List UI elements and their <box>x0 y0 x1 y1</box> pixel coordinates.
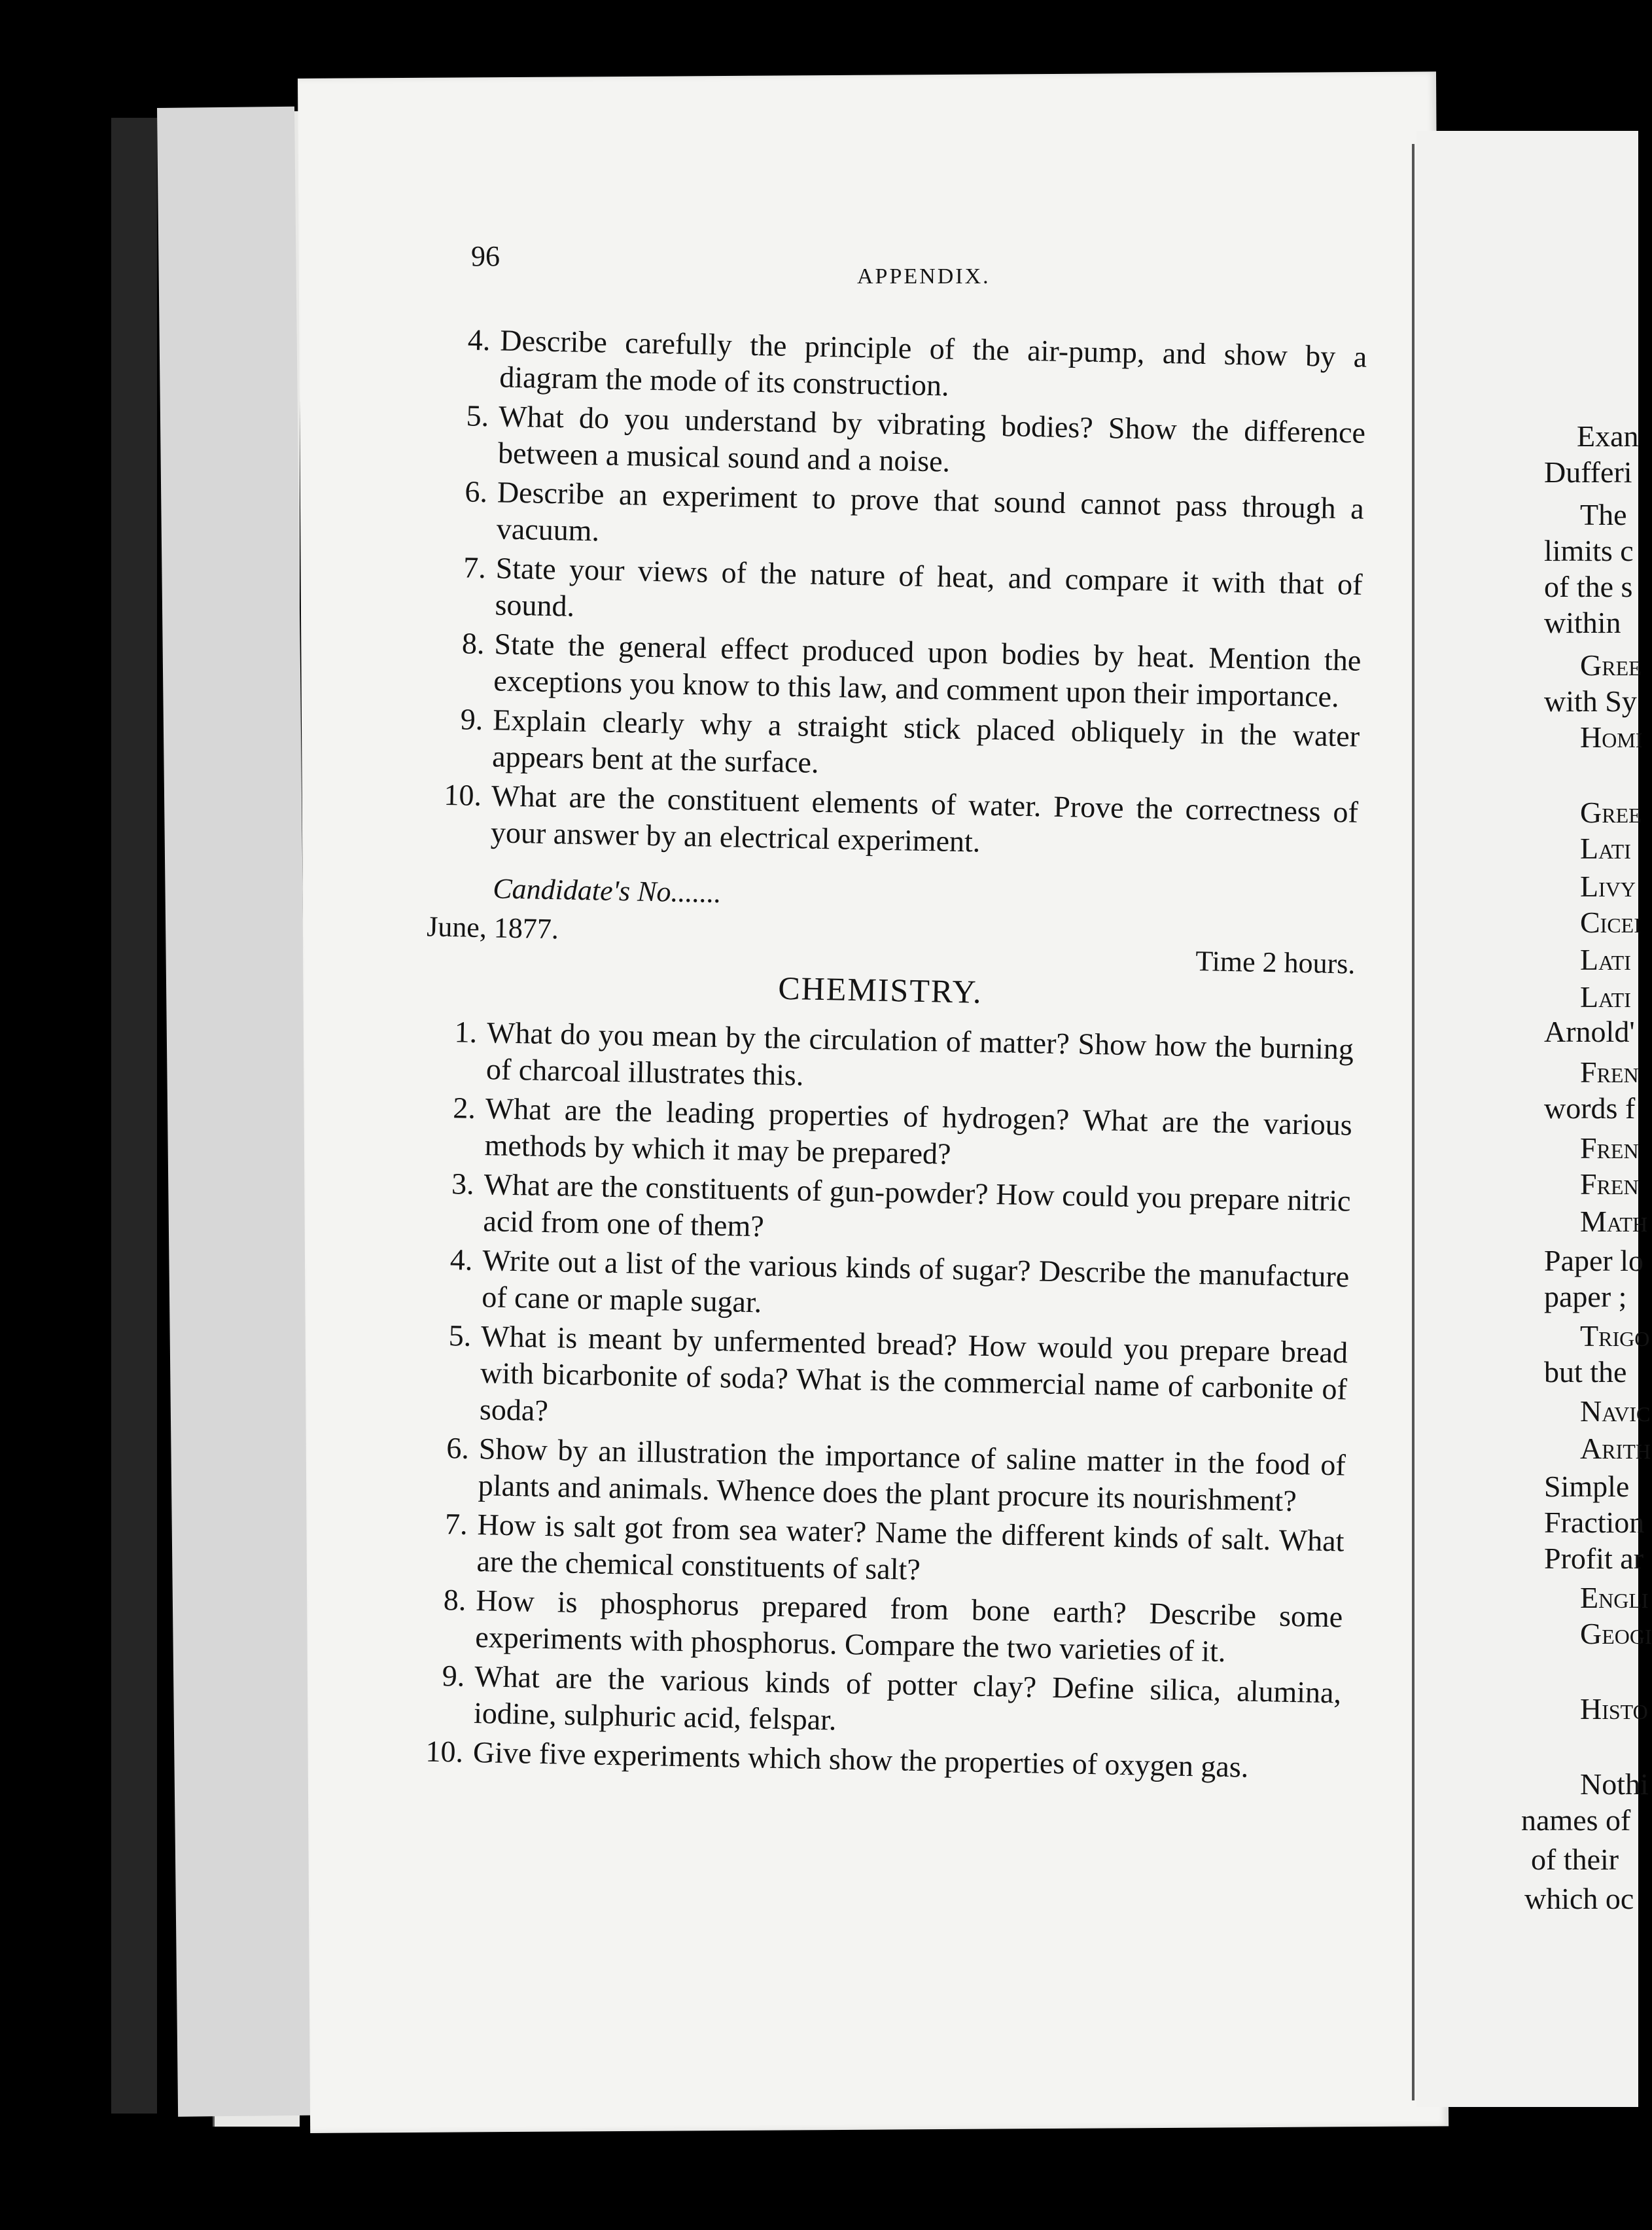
right-page-line: Lati <box>1580 980 1631 1014</box>
question-item <box>402 1089 1352 1180</box>
chemistry-question-list <box>391 1013 1354 1788</box>
question-number: 7. <box>463 550 487 585</box>
time-allowed: Time 2 hours. <box>1195 944 1356 980</box>
right-page-line: Fraction <box>1544 1506 1645 1539</box>
question-text: Show by an illustration the importance of saline matter in the food of plants and animals. Whence does the plant procure its nourishment? <box>478 1432 1346 1518</box>
question-item <box>410 700 1360 792</box>
page-content <box>391 321 1367 1790</box>
question-text: What are the various kinds of potter clay? Define silica, alumina, iodine, sulphuric acid, felspar. <box>473 1659 1342 1737</box>
question-number: 5. <box>466 398 489 433</box>
question-item <box>395 1505 1344 1597</box>
right-page-line: Simple <box>1544 1470 1630 1503</box>
question-item <box>413 548 1363 640</box>
right-page-line: Lati <box>1580 832 1631 865</box>
question-number: 9. <box>442 1659 465 1693</box>
right-page-line: Navic <box>1580 1394 1651 1428</box>
question-text: What do you understand by vibrating bodies? Show the difference between a musical sound and a noise. <box>497 399 1366 478</box>
question-text: How is phosphorus prepared from bone earth? Describe some experiments with phosphorus. Compare the two varieties of it. <box>474 1584 1343 1669</box>
question-text: How is salt got from sea water? Name the different kinds of salt. What are the chemical constituents of salt? <box>476 1508 1344 1587</box>
question-text: Describe carefully the principle of the air-pump, and show by a diagram the mode of its construction. <box>499 323 1367 402</box>
question-number: 8. <box>461 626 485 661</box>
question-text: Give five experiments which show the properties of oxygen gas. <box>472 1735 1249 1784</box>
question-item <box>401 1165 1351 1256</box>
right-page-line: of their <box>1531 1843 1619 1876</box>
question-item <box>414 472 1364 564</box>
question-number: 10. <box>425 1734 464 1769</box>
question-number: 8. <box>443 1583 466 1617</box>
book-binding <box>111 118 157 2114</box>
right-page-line: Exan <box>1577 419 1639 453</box>
right-page-line: Gree <box>1580 796 1642 829</box>
right-page-line: words f <box>1544 1091 1636 1125</box>
right-page-line: Trigo <box>1580 1319 1650 1353</box>
question-text: State the general effect produced upon bodies by heat. Mention the exceptions you know to this law, and comment upon their importance. <box>493 627 1362 714</box>
question-number: 2. <box>452 1091 476 1125</box>
question-number: 5. <box>448 1319 472 1353</box>
question-number: 1. <box>454 1015 478 1049</box>
question-item <box>393 1581 1343 1672</box>
question-number: 6. <box>465 474 488 509</box>
question-item <box>416 397 1366 488</box>
question-text: Write out a list of the various kinds of sugar? Describe the manufacture of cane or maple sugar. <box>481 1243 1350 1319</box>
question-number: 4. <box>449 1243 473 1277</box>
right-page-line: Math <box>1580 1205 1648 1238</box>
right-page-line: within <box>1544 606 1621 639</box>
question-number: 6. <box>446 1431 470 1465</box>
question-number: 9. <box>460 702 483 736</box>
question-text: What are the constituents of gun-powder? How could you prepare nitric acid from one of them? <box>483 1167 1351 1243</box>
question-item <box>396 1429 1346 1521</box>
candidate-number-line: Candidate's No....... <box>492 872 722 910</box>
right-page-line: Fren <box>1580 1167 1639 1201</box>
right-page-line: Livy <box>1580 870 1636 903</box>
right-page-line: Homi <box>1580 720 1643 754</box>
previous-page-edge <box>157 107 315 2117</box>
right-page-line: The <box>1580 498 1627 531</box>
right-page <box>1416 131 1652 2107</box>
section-title: CHEMISTRY. <box>777 969 983 1010</box>
question-item <box>404 1013 1354 1105</box>
question-item <box>392 1657 1342 1748</box>
right-page-line: names of <box>1521 1803 1631 1837</box>
question-text: What is meant by unfermented bread? How would you prepare bread with bicarbonite of soda? What is the commercial name of carbonite of soda? <box>479 1319 1348 1428</box>
right-page-line: but the <box>1544 1355 1627 1389</box>
physics-question-list <box>408 321 1367 868</box>
exam-date: June, 1877. <box>426 910 559 946</box>
right-page-line: Fren <box>1580 1131 1639 1165</box>
question-number: 4. <box>467 323 491 357</box>
question-text: Explain clearly why a straight stick placed obliquely in the water appears bent at the surface. <box>491 703 1360 779</box>
question-item <box>398 1317 1348 1445</box>
right-page-line: Cicei <box>1580 906 1641 939</box>
question-number: 10. <box>444 777 482 812</box>
right-page-line: Arnold' <box>1544 1015 1635 1048</box>
right-page-line: Profit ar <box>1544 1542 1644 1575</box>
question-text: What are the leading properties of hydrogen? What are the various methods by which it may be prepared? <box>484 1091 1353 1171</box>
page-number: 96 <box>471 240 500 272</box>
running-title: APPENDIX. <box>857 264 991 289</box>
question-number: 3. <box>451 1167 475 1201</box>
question-item <box>400 1241 1350 1332</box>
right-page-line: Histo <box>1580 1692 1648 1726</box>
right-page-line: which oc <box>1524 1882 1634 1915</box>
question-text: Describe an experiment to prove that sound cannot pass through a vacuum. <box>496 475 1365 548</box>
question-item <box>408 776 1358 868</box>
question-text: State your views of the nature of heat, and compare it with that of sound. <box>495 551 1363 623</box>
page-divider <box>1412 144 1415 2100</box>
right-page-line: paper ; <box>1544 1280 1627 1313</box>
right-page-line: Geogi <box>1580 1617 1652 1650</box>
question-number: 7. <box>444 1507 468 1541</box>
right-page-line: Lati <box>1580 943 1631 976</box>
right-page-line: Arith <box>1580 1432 1651 1465</box>
right-page-line: Engli <box>1580 1581 1649 1614</box>
question-item <box>412 624 1362 716</box>
right-page-line: Fren <box>1580 1055 1639 1089</box>
right-page-line: Gree <box>1580 648 1642 682</box>
right-page-line: with Sy <box>1544 684 1637 718</box>
right-page-line: Dufferi <box>1544 455 1632 489</box>
right-page-line: limits c <box>1544 534 1634 567</box>
page-header <box>471 236 1387 288</box>
right-page-line: Paper lo <box>1544 1244 1644 1277</box>
question-text: What do you mean by the circulation of matter? Show how the burning of charcoal illustrates this. <box>485 1016 1354 1092</box>
question-text: What are the constituent elements of water. Prove the correctness of your answer by an electrical experiment. <box>490 779 1359 858</box>
right-page-line: of the s <box>1544 570 1633 603</box>
right-page-line: Nothi <box>1580 1767 1649 1801</box>
